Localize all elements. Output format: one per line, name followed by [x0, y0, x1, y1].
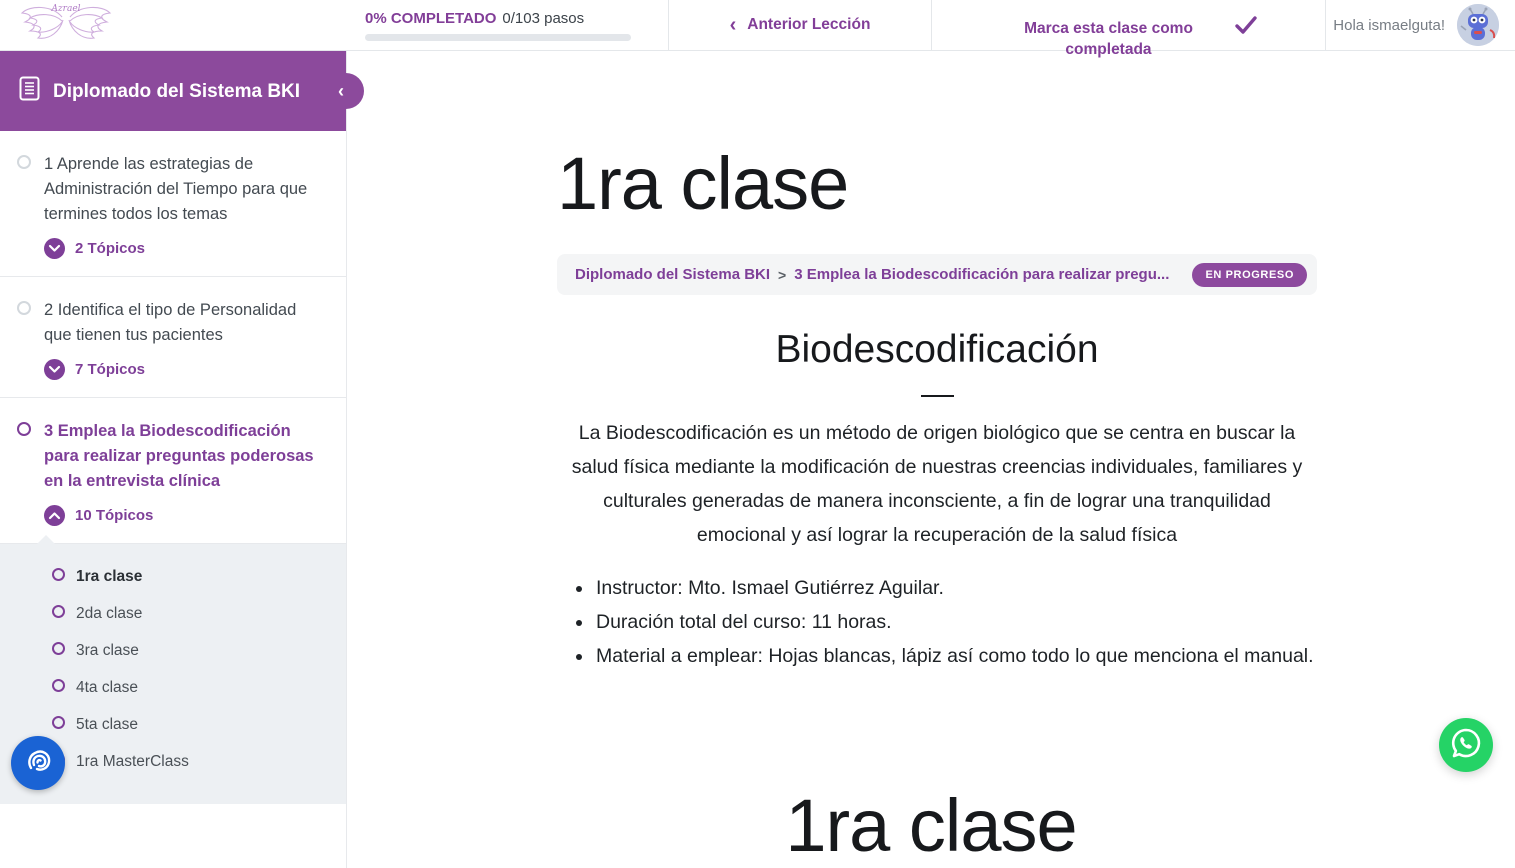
topic-label: 5ta clase: [76, 716, 139, 733]
breadcrumb: [557, 254, 1317, 295]
checkmark-icon: [1234, 15, 1258, 40]
logo-area[interactable]: [0, 0, 347, 50]
sidebar-item-lesson-3[interactable]: [0, 398, 346, 544]
chevron-down-icon: [44, 238, 65, 259]
sidebar-topic-2da-clase[interactable]: [0, 595, 346, 632]
topics-count: 2 Tópicos: [75, 240, 146, 257]
topic-label: 4ta clase: [76, 679, 139, 696]
top-bar: [0, 0, 1515, 58]
progress-steps: 0/103 pasos: [502, 10, 585, 27]
svg-text:Azrael: Azrael: [51, 3, 81, 14]
lesson-label: 3 Emplea la Biodescodificación para realizar preguntas poderosas en la entrevista clínica: [44, 422, 314, 490]
lesson-topics-toggle[interactable]: [44, 238, 328, 259]
breadcrumb-lesson-link[interactable]: 3 Emplea la Biodescodificación para realizar pregu...: [794, 266, 1170, 283]
lesson-details-list: [557, 571, 1317, 673]
page-title: 1ra clase: [557, 142, 849, 225]
user-menu[interactable]: [1325, 0, 1515, 50]
fingerprint-icon: [21, 744, 55, 783]
topic-status-radio: [52, 605, 65, 618]
document-icon: [19, 76, 40, 106]
sidebar-collapse-button[interactable]: [328, 73, 364, 109]
lesson-topics-toggle[interactable]: [44, 359, 328, 380]
lesson-label: 2 Identifica el tipo de Personalidad que tienen tus pacientes: [44, 301, 297, 344]
lesson-status-radio: [17, 155, 31, 169]
sidebar-topic-3ra-clase[interactable]: [0, 632, 346, 669]
topic-status-radio: [52, 716, 65, 729]
sidebar-item-lesson-1[interactable]: [0, 131, 346, 277]
topic-label: 1ra MasterClass: [76, 753, 189, 770]
heading-divider: [921, 395, 954, 397]
next-section-heading-partial: 1ra clase: [785, 784, 1077, 867]
topic-label: 1ra clase: [76, 568, 143, 585]
list-item: • Instructor: Mto. Ismael Gutiérrez Aguilar.: [594, 571, 1317, 605]
previous-lesson-label: Anterior Lección: [747, 16, 871, 33]
lesson-label: 1 Aprende las estrategias de Administración del Tiempo para que termines todos los temas: [44, 155, 308, 223]
status-badge: EN PROGRESO: [1192, 263, 1307, 287]
progress-text: [365, 10, 668, 27]
sidebar-item-lesson-2[interactable]: [0, 277, 346, 398]
lesson-description: La Biodescodificación es un método de origen biológico que se centra en buscar la salud física mediante la modificación de nuestras creencias individuales, familiares y culturales generadas de manera inconsciente, a fin de lograr una tranquilidad emocional y así lograr la recuperación de la salud física: [571, 422, 1303, 546]
sidebar-topic-5ta-clase[interactable]: [0, 706, 346, 743]
topic-status-radio: [52, 679, 65, 692]
angel-wings-logo-icon: [14, 1, 118, 50]
lesson-topics-toggle[interactable]: [44, 505, 328, 526]
chevron-up-icon: [44, 505, 65, 526]
whatsapp-chat-button[interactable]: [1439, 718, 1493, 772]
topic-status-radio: [52, 642, 65, 655]
whatsapp-icon: [1449, 726, 1483, 765]
course-progress: [347, 0, 668, 50]
sublist-notch: [36, 535, 56, 545]
previous-lesson-button[interactable]: [668, 0, 931, 50]
accessibility-widget-button[interactable]: [11, 736, 65, 790]
sidebar-topic-4ta-clase[interactable]: [0, 669, 346, 706]
progress-bar: [365, 34, 631, 41]
mark-complete-button[interactable]: [931, 0, 1325, 58]
lesson-content: [347, 51, 1515, 868]
progress-percent: 0% COMPLETADO: [365, 10, 497, 27]
chevron-left-icon: ‹: [729, 14, 737, 36]
sidebar-topic-1ra-clase[interactable]: [0, 558, 346, 595]
course-title: Diplomado del Sistema BKI: [53, 80, 301, 102]
lesson-status-radio: [17, 422, 31, 436]
breadcrumb-separator: >: [778, 266, 787, 283]
breadcrumb-course-link[interactable]: Diplomado del Sistema BKI: [575, 266, 771, 283]
topic-label: 3ra clase: [76, 642, 139, 659]
course-header: [0, 51, 346, 131]
topic-status-radio: [52, 568, 65, 581]
mark-complete-label: Marca esta clase como completada: [1024, 20, 1193, 58]
user-greeting: Hola ismaelguta!: [1333, 16, 1445, 34]
topics-count: 10 Tópicos: [75, 507, 154, 524]
chevron-down-icon: [44, 359, 65, 380]
chevron-left-icon: ‹: [338, 80, 344, 101]
topics-count: 7 Tópicos: [75, 361, 146, 378]
section-heading: Biodescodificación: [775, 328, 1099, 371]
list-item: • Material a emplear: Hojas blancas, lápiz así como todo lo que menciona el manual.: [594, 639, 1317, 673]
topic-label: 2da clase: [76, 605, 143, 622]
user-avatar[interactable]: [1457, 4, 1499, 46]
lesson-status-radio: [17, 301, 31, 315]
list-item: • Duración total del curso: 11 horas.: [594, 605, 1317, 639]
